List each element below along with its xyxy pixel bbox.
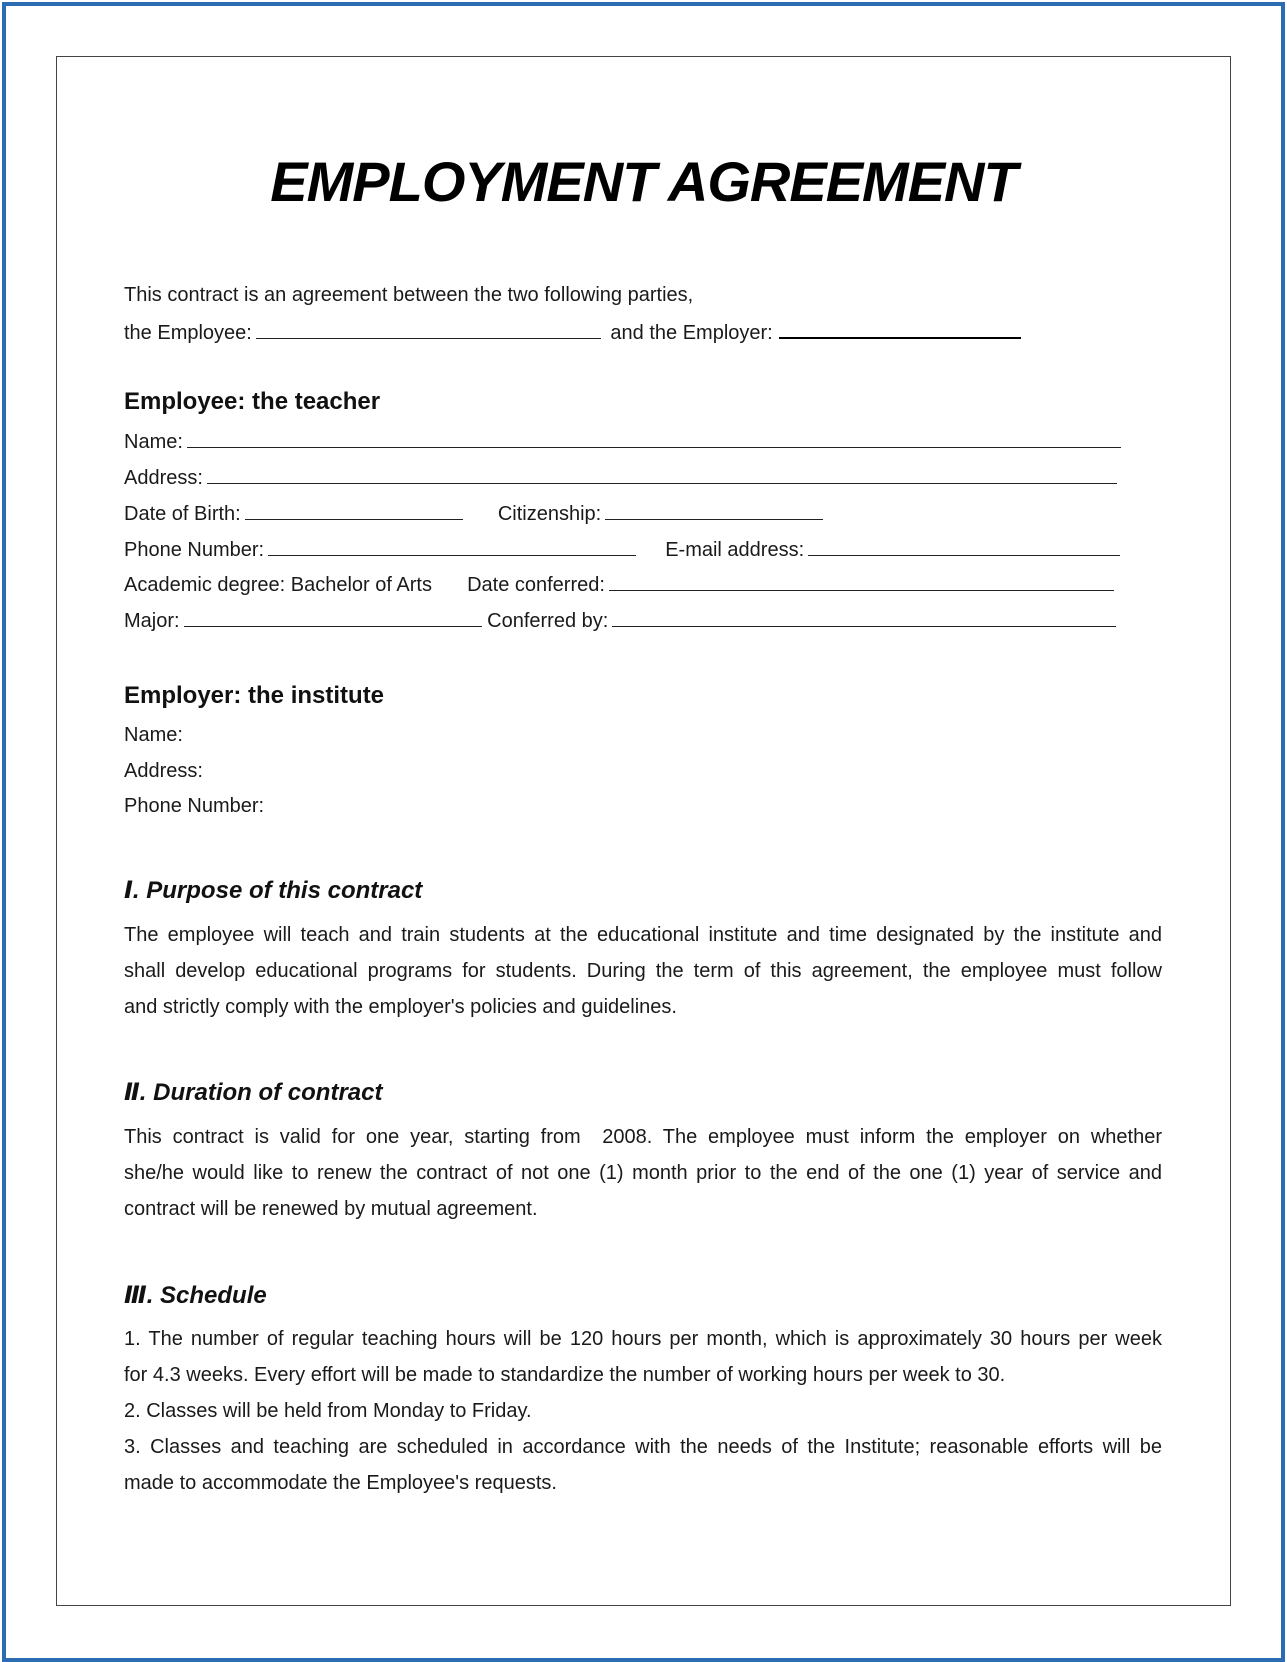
section-1-line: and strictly comply with the employer's policies and guidelines. bbox=[124, 996, 677, 1018]
document-page bbox=[56, 56, 1231, 1606]
major-field[interactable] bbox=[184, 608, 482, 627]
employee-phone-row bbox=[124, 537, 1120, 562]
conferred-by-field[interactable] bbox=[612, 608, 1116, 627]
conferred-by-label: Conferred by: bbox=[487, 610, 609, 632]
employee-party-field[interactable] bbox=[256, 320, 601, 339]
document-title: EMPLOYMENT AGREEMENT bbox=[270, 150, 1017, 213]
section-1-line: The employee will teach and train students at the educational institute and time designated by the institute and bbox=[124, 924, 1162, 946]
employee-name-field[interactable] bbox=[187, 429, 1121, 448]
date-conferred-field[interactable] bbox=[609, 572, 1114, 591]
employee-dob-row bbox=[124, 501, 823, 526]
section-2-line: contract will be renewed by mutual agreement. bbox=[124, 1198, 538, 1220]
employer-name-label: Name: bbox=[124, 724, 183, 746]
section-3-line: for 4.3 weeks. Every effort will be made to standardize the number of working hours per week to 30. bbox=[124, 1364, 1006, 1386]
degree-label: Academic degree: Bachelor of Arts bbox=[124, 574, 432, 596]
employee-name-label: Name: bbox=[124, 431, 183, 453]
dob-label: Date of Birth: bbox=[124, 503, 241, 525]
employer-address-label: Address: bbox=[124, 760, 203, 782]
employee-address-label: Address: bbox=[124, 467, 203, 489]
employer-party-field[interactable] bbox=[779, 319, 1021, 339]
employee-phone-field[interactable] bbox=[268, 537, 636, 556]
citizenship-label: Citizenship: bbox=[497, 503, 602, 525]
section-3-line: made to accommodate the Employee's requests. bbox=[124, 1472, 557, 1494]
employee-phone-label: Phone Number: bbox=[124, 539, 265, 561]
major-label: Major: bbox=[124, 610, 180, 632]
employee-party-label: the Employee: bbox=[124, 322, 252, 344]
intro-line: This contract is an agreement between the two following parties, bbox=[124, 284, 694, 306]
email-field[interactable] bbox=[808, 537, 1120, 556]
section-3-line: 1. The number of regular teaching hours will be 120 hours per month, which is approximately 30 hours per week bbox=[124, 1328, 1162, 1350]
employee-degree-row bbox=[124, 572, 1114, 597]
section-1-line: shall develop educational programs for students. During the term of this agreement, the employee must follow bbox=[124, 960, 1162, 982]
section-2-body bbox=[124, 1119, 1162, 1227]
section-3-body bbox=[124, 1321, 1162, 1501]
citizenship-field[interactable] bbox=[605, 501, 823, 520]
section-2-line: This contract is valid for one year, starting from 2008. The employee must inform the employer on whether bbox=[124, 1126, 1162, 1148]
email-label: E-mail address: bbox=[665, 539, 805, 561]
section-2-heading: Ⅱ. Duration of contract bbox=[124, 1079, 383, 1106]
date-conferred-label: Date conferred: bbox=[467, 574, 605, 596]
employee-major-row bbox=[124, 608, 1116, 633]
employer-party-label: and the Employer: bbox=[610, 322, 773, 344]
employee-address-field[interactable] bbox=[207, 465, 1117, 484]
section-1-heading: Ⅰ. Purpose of this contract bbox=[124, 877, 423, 904]
section-3-line: 3. Classes and teaching are scheduled in accordance with the needs of the Institute; reasonable efforts will be bbox=[124, 1436, 1162, 1458]
section-1-body bbox=[124, 917, 1162, 1025]
employee-name-row bbox=[124, 429, 1121, 454]
section-3-heading: Ⅲ. Schedule bbox=[124, 1282, 267, 1309]
employee-address-row bbox=[124, 465, 1117, 490]
section-2-line: she/he would like to renew the contract of not one (1) month prior to the end of the one (1) year of service and bbox=[124, 1162, 1162, 1184]
employer-section-heading: Employer: the institute bbox=[124, 682, 385, 709]
employee-section-heading: Employee: the teacher bbox=[124, 388, 381, 415]
parties-line bbox=[124, 319, 1021, 345]
dob-field[interactable] bbox=[245, 501, 463, 520]
section-3-line: 2. Classes will be held from Monday to Friday. bbox=[124, 1400, 532, 1422]
employer-phone-label: Phone Number: bbox=[124, 795, 265, 817]
